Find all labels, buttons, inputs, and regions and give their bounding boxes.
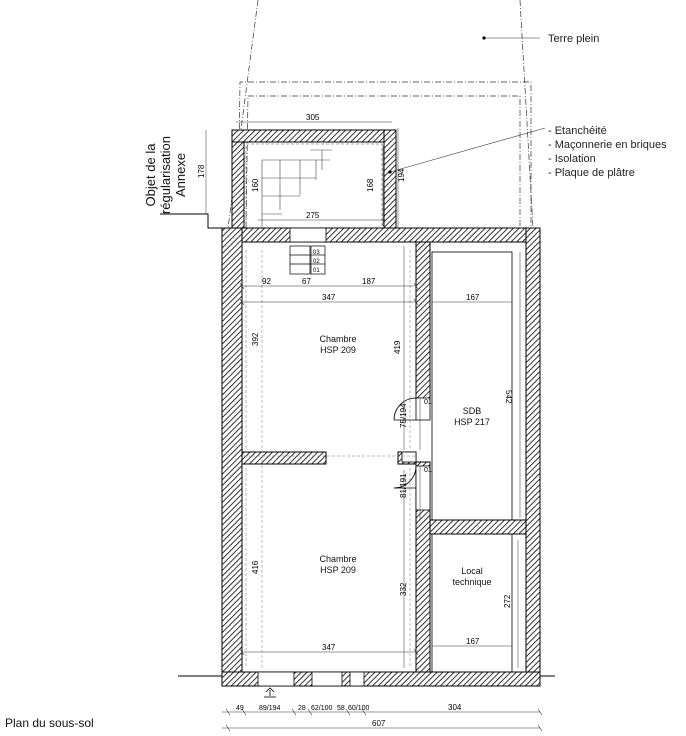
dim-92: 92	[262, 277, 271, 286]
dim-347-bottom: 347	[322, 643, 336, 652]
dim-89-194: 89/194	[259, 705, 281, 712]
plan-caption: Plan du sous-sol	[5, 716, 94, 730]
dim-187: 187	[362, 277, 376, 286]
dim-67: 67	[302, 277, 311, 286]
stair-step-03: 03	[313, 250, 320, 256]
room-outlines	[432, 252, 512, 672]
stair-opening	[290, 228, 326, 242]
dim-28: 28	[298, 705, 306, 712]
room-chambre-bottom: Chambre HSP 209	[319, 554, 357, 575]
dim-178: 178	[197, 164, 206, 178]
dim-01-a: 01	[424, 399, 432, 406]
terre-plein-outline	[228, 0, 533, 228]
dim-272: 272	[503, 594, 512, 608]
stairs	[290, 246, 325, 274]
room-local-technique: Local technique	[452, 566, 492, 587]
terre-plein-dot	[482, 36, 485, 39]
dim-62-100: 62/100	[311, 705, 333, 712]
dim-304: 304	[448, 703, 462, 712]
legend-item: - Etanchéité	[548, 125, 607, 137]
dim-347-top: 347	[322, 293, 336, 302]
dim-419: 419	[393, 340, 402, 354]
terre-plein-label: Terre plein	[548, 33, 600, 45]
stair-step-02: 02	[313, 259, 320, 265]
entrance-arrow	[264, 688, 276, 697]
dim-58: 58	[337, 705, 345, 712]
dim-75-194: 75/194	[399, 403, 408, 428]
legend-leader-dot	[388, 170, 391, 173]
dim-542: 542	[504, 390, 513, 404]
materials-legend	[548, 124, 667, 180]
dim-167-bottom: 167	[466, 637, 480, 646]
dim-416: 416	[251, 560, 260, 574]
dim-392: 392	[251, 332, 260, 346]
dim-332: 332	[399, 582, 408, 596]
dim-160: 160	[251, 178, 260, 192]
dimension-ticks	[226, 283, 542, 731]
room-sdb: SDB HSP 217	[454, 406, 490, 427]
dim-81-191: 81/191	[399, 473, 408, 498]
dim-49: 49	[236, 705, 244, 712]
dim-305: 305	[306, 113, 320, 122]
main-walls	[222, 228, 540, 686]
dim-168: 168	[366, 178, 375, 192]
dim-60-100: 60/100	[348, 705, 370, 712]
dim-167-top: 167	[466, 293, 480, 302]
dim-275: 275	[306, 211, 320, 220]
room-chambre-top: Chambre HSP 209	[319, 334, 357, 355]
annexe-label: Objet de la régularisation Annexe	[143, 135, 188, 215]
dim-01-b: 01	[424, 467, 432, 474]
stair-step-01: 01	[313, 268, 320, 274]
legend-leader	[390, 128, 545, 172]
dim-607: 607	[372, 719, 386, 728]
dim-194: 194	[397, 168, 406, 182]
legend-item: - Maçonnerie en briques	[548, 139, 667, 151]
legend-item: - Isolation	[548, 153, 596, 165]
legend-item: - Plaque de plâtre	[548, 167, 635, 179]
